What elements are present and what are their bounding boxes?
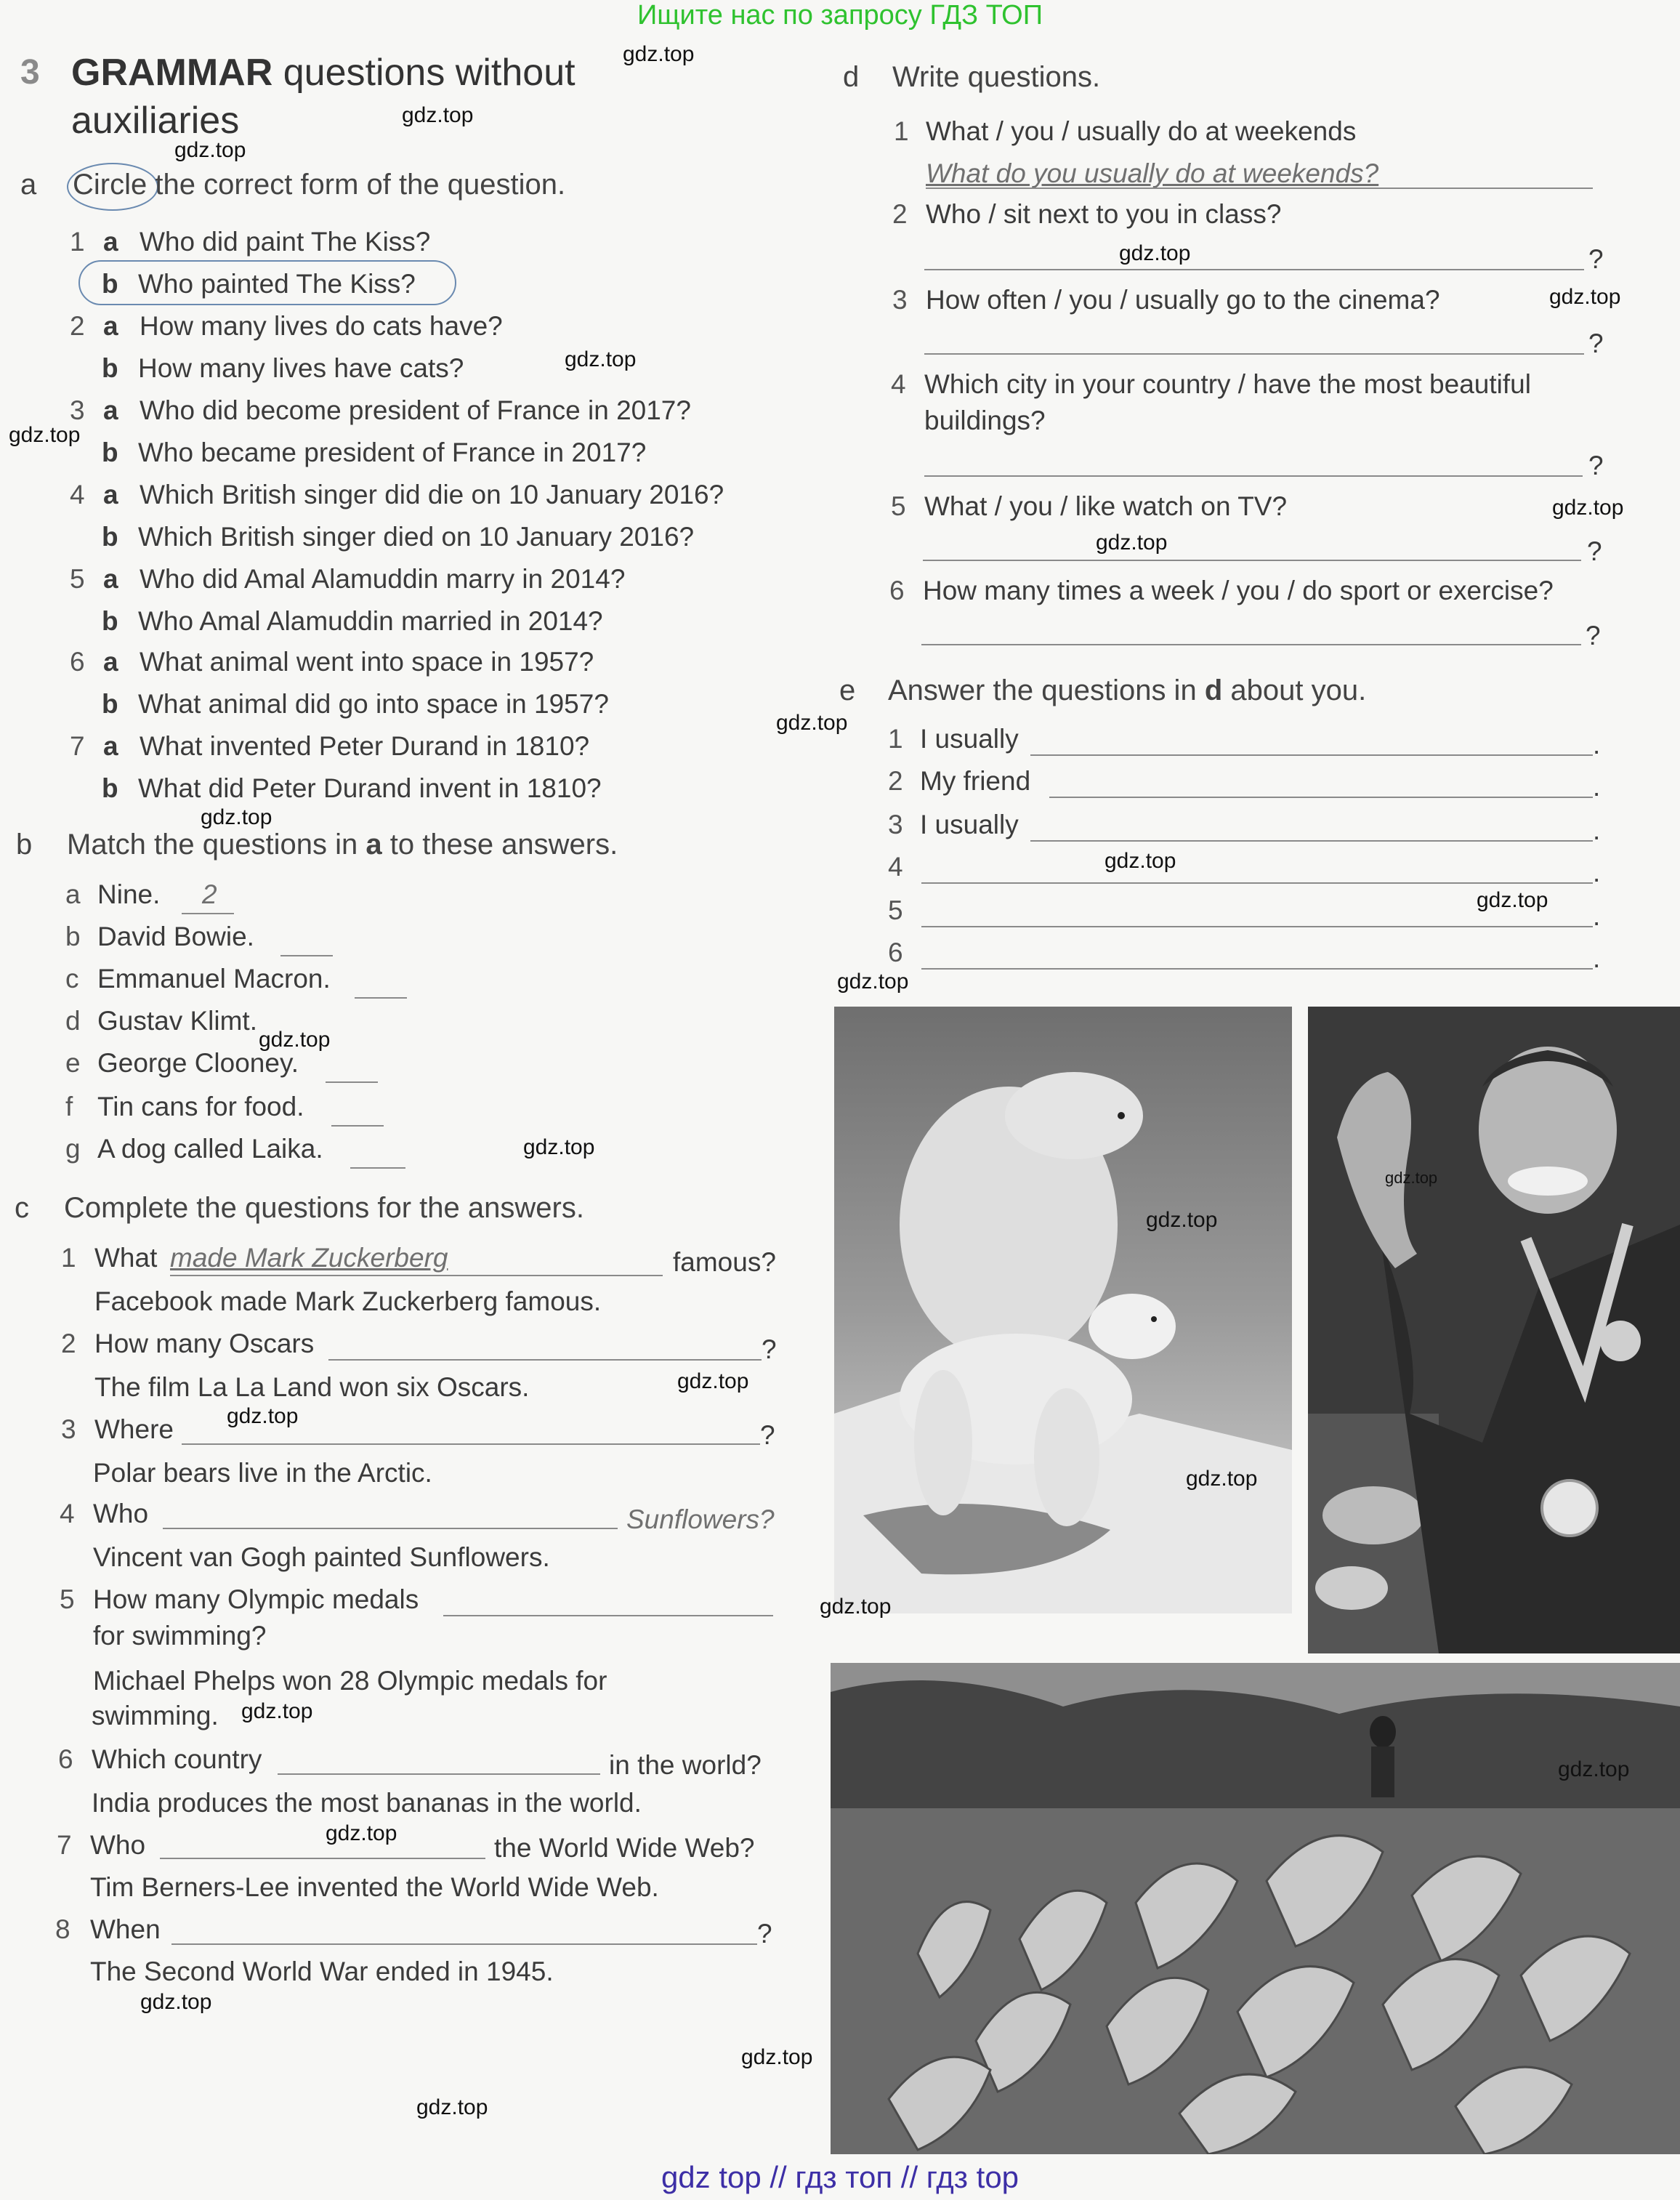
watermark: gdz.top	[1558, 1757, 1630, 1781]
section-b-instruction	[67, 829, 618, 861]
answer-sentence: India produces the most bananas in the world.	[92, 1788, 642, 1818]
exercise-title-bold: GRAMMAR	[71, 52, 273, 94]
question-number: 6	[889, 576, 905, 605]
answer-line[interactable]	[163, 1528, 618, 1529]
answer-sentence: Polar bears live in the Arctic.	[93, 1458, 432, 1488]
instruction-rest: the correct form of the question.	[155, 169, 566, 201]
answer-line[interactable]	[924, 475, 1583, 477]
question-end: in the world?	[609, 1750, 762, 1780]
watermark: gdz.top	[623, 42, 695, 66]
section-e-letter: e	[839, 674, 856, 706]
answer-line[interactable]	[924, 269, 1584, 270]
watermark: gdz.top	[227, 1404, 299, 1428]
question-start: How many Olympic medals	[93, 1584, 419, 1614]
watermark: gdz.top	[326, 1821, 397, 1845]
watermark: gdz.top	[741, 2045, 813, 2069]
question-mark: ?	[1587, 536, 1602, 566]
question-number: 5	[70, 564, 85, 594]
question-start: Where	[94, 1414, 174, 1444]
question-number: 2	[70, 311, 85, 341]
answer-line[interactable]	[921, 968, 1593, 970]
section-b-letter: b	[16, 829, 33, 861]
option-b[interactable]: Who became president of France in 2017?	[138, 438, 647, 467]
answer-line[interactable]	[1030, 840, 1593, 842]
question-number: 3	[892, 285, 908, 315]
question-mark: ?	[1588, 329, 1604, 358]
option-b[interactable]: How many lives have cats?	[138, 353, 464, 383]
answer-number: 6	[888, 938, 903, 967]
match-answer-line[interactable]	[350, 1167, 405, 1169]
question-number: 8	[55, 1914, 70, 1944]
question-number: 4	[70, 480, 85, 509]
answer-sentence: Vincent van Gogh painted Sunflowers.	[93, 1542, 550, 1572]
answer-dot: .	[1593, 730, 1601, 759]
answer-sentence: Facebook made Mark Zuckerberg famous.	[94, 1286, 602, 1316]
instr-e-bold: d	[1204, 674, 1223, 706]
question-number: 7	[70, 731, 85, 761]
question-number: 4	[891, 369, 906, 399]
section-d-instruction: Write questions.	[892, 61, 1101, 93]
match-letter: e	[65, 1048, 81, 1078]
answer-line[interactable]	[182, 1443, 760, 1445]
question-number: 4	[60, 1499, 75, 1528]
match-answer-text: Gustav Klimt.	[97, 1006, 257, 1036]
watermark: gdz.top	[776, 711, 848, 735]
circle-word: Circle	[73, 169, 148, 201]
option-a-label: a	[103, 564, 118, 594]
answer-line[interactable]	[926, 188, 1593, 189]
question-number: 3	[61, 1414, 76, 1444]
answer-number: 2	[888, 766, 903, 796]
match-answer-text: Emmanuel Macron.	[97, 964, 331, 994]
answer-number: 5	[888, 895, 903, 925]
match-answer-line[interactable]	[331, 1125, 384, 1127]
answer-line[interactable]	[1030, 754, 1593, 756]
watermark: gdz.top	[677, 1369, 749, 1393]
question-start: When	[90, 1914, 161, 1944]
option-b-label: b	[102, 269, 118, 299]
watermark: gdz.top	[523, 1135, 595, 1159]
question-number: 2	[892, 199, 908, 229]
match-answer-line[interactable]	[355, 997, 407, 999]
question-mark: ?	[1588, 451, 1604, 480]
question-end: ?	[757, 1919, 772, 1949]
instr-b-bold: a	[366, 829, 382, 861]
answer-line[interactable]	[171, 1943, 757, 1945]
watermark: gdz.top	[174, 138, 246, 162]
question-number: 7	[57, 1830, 72, 1860]
answer-sentence: Michael Phelps won 28 Olympic medals for	[93, 1666, 607, 1696]
question-number: 1	[70, 227, 85, 257]
instr-b-pre: Match the questions in	[67, 829, 358, 861]
write-prompt: What / you / usually do at weekends	[926, 116, 1357, 146]
answer-sentence: The film La La Land won six Oscars.	[94, 1372, 530, 1402]
question-end: ?	[762, 1334, 777, 1364]
question-cont: for swimming?	[93, 1621, 267, 1651]
match-answer-text: Tin cans for food.	[97, 1092, 304, 1121]
watermark: gdz.top	[1549, 285, 1621, 309]
watermark: gdz.top	[1552, 496, 1624, 520]
filled-answer[interactable]: made Mark Zuckerberg	[170, 1243, 448, 1273]
answer-sentence: The Second World War ended in 1945.	[90, 1957, 554, 1986]
swimmer-photo	[1308, 1007, 1680, 1653]
answer-dot: .	[1593, 772, 1601, 802]
match-filled-answer: 2	[202, 879, 217, 909]
option-a[interactable]: What animal went into space in 1957?	[140, 647, 594, 677]
question-end: Sunflowers?	[626, 1504, 775, 1534]
option-b[interactable]: Who Amal Alamuddin married in 2014?	[138, 606, 603, 636]
answer-line[interactable]	[1049, 797, 1593, 798]
instr-e-pre: Answer the questions in	[888, 674, 1197, 706]
watermark: gdz.top	[1477, 888, 1548, 912]
match-letter: a	[65, 879, 81, 909]
question-number: 5	[891, 491, 906, 521]
match-answer-text: Nine.	[97, 879, 161, 909]
match-letter: c	[65, 964, 79, 994]
watermark: gdz.top	[837, 970, 909, 994]
exercise-title	[71, 51, 576, 94]
section-c-letter: c	[15, 1192, 29, 1224]
option-b[interactable]: What did Peter Durand invent in 1810?	[138, 773, 602, 803]
answer-dot: .	[1593, 858, 1601, 887]
answer-start: I usually	[920, 810, 1019, 839]
question-mark: ?	[1588, 244, 1604, 274]
question-number: 1	[894, 116, 909, 146]
match-letter: b	[65, 922, 81, 951]
watermark: gdz.top	[241, 1699, 313, 1723]
watermark: gdz.top	[1186, 1467, 1258, 1491]
section-d-letter: d	[843, 61, 860, 93]
option-b-label: b	[102, 689, 118, 719]
option-a-label: a	[103, 227, 118, 257]
watermark: gdz.top	[1146, 1208, 1218, 1232]
option-b-label: b	[102, 522, 118, 552]
question-mark: ?	[1586, 621, 1601, 650]
watermark: gdz.top	[1119, 241, 1191, 265]
answer-start: My friend	[920, 766, 1031, 796]
write-prompt: How often / you / usually go to the cinema?	[926, 285, 1440, 315]
option-b[interactable]: Which British singer died on 10 January 2016?	[138, 522, 695, 552]
answer-sentence-cont: swimming.	[92, 1701, 219, 1730]
option-a[interactable]: Which British singer did die on 10 January 2016?	[140, 480, 724, 509]
question-number: 6	[70, 647, 85, 677]
bananas-photo	[831, 1663, 1680, 2154]
exercise-number: 3	[20, 53, 40, 92]
answer-number: 1	[888, 724, 903, 754]
match-letter: f	[65, 1092, 73, 1121]
section-a-instruction	[73, 169, 565, 201]
match-letter: d	[65, 1006, 81, 1036]
bottom-banner[interactable]: gdz top // гдз топ // гдз top	[661, 2160, 1019, 2194]
watermark: gdz.top	[820, 1595, 892, 1619]
section-a-letter: a	[20, 169, 37, 201]
question-number: 2	[61, 1329, 76, 1358]
section-c-instruction: Complete the questions for the answers.	[64, 1192, 584, 1224]
question-end: the World Wide Web?	[494, 1833, 755, 1863]
watermark: gdz.top	[402, 103, 474, 127]
polar-bears-photo	[834, 1007, 1292, 1613]
instr-b-post: to these answers.	[389, 829, 618, 861]
option-b-label: b	[102, 353, 118, 383]
match-letter: g	[65, 1134, 81, 1164]
watermark: gdz.top	[1096, 531, 1168, 555]
question-start: Who	[93, 1499, 149, 1528]
question-start: What	[94, 1243, 158, 1273]
match-answer-line[interactable]	[280, 955, 333, 956]
instr-e-post: about you.	[1230, 674, 1367, 706]
answer-number: 3	[888, 810, 903, 839]
option-a-label: a	[103, 311, 118, 341]
question-number: 1	[61, 1243, 76, 1273]
answer-dot: .	[1593, 815, 1601, 845]
write-prompt: Which city in your country / have the most beautiful	[924, 369, 1531, 399]
section-e-instruction	[888, 674, 1366, 707]
question-start: How many Oscars	[94, 1329, 315, 1358]
write-prompt: What / you / like watch on TV?	[924, 491, 1288, 521]
option-a-label: a	[103, 395, 118, 425]
option-b[interactable]: Who painted The Kiss?	[138, 269, 416, 299]
written-answer[interactable]: What do you usually do at weekends?	[926, 158, 1379, 188]
answer-line[interactable]	[443, 1615, 773, 1616]
answer-line[interactable]	[160, 1858, 485, 1859]
answer-line[interactable]	[328, 1359, 762, 1361]
question-number: 5	[60, 1584, 75, 1614]
question-start: Which country	[92, 1744, 262, 1774]
write-prompt-cont: buildings?	[924, 406, 1046, 435]
answer-line[interactable]	[924, 353, 1584, 355]
answer-number: 4	[888, 852, 903, 882]
watermark: gdz.top	[565, 347, 637, 371]
answer-dot: .	[1593, 943, 1601, 973]
question-number: 3	[70, 395, 85, 425]
write-prompt: How many times a week / you / do sport or exercise?	[923, 576, 1554, 605]
option-b-label: b	[102, 773, 118, 803]
watermark: gdz.top	[1104, 849, 1176, 873]
option-a[interactable]: How many lives do cats have?	[140, 311, 503, 341]
question-end: ?	[760, 1420, 775, 1450]
question-end: famous?	[673, 1247, 776, 1277]
match-answer-line[interactable]	[182, 913, 234, 914]
answer-line[interactable]	[921, 926, 1593, 927]
answer-dot: .	[1593, 901, 1601, 931]
option-b-label: b	[102, 438, 118, 467]
watermark: gdz.top	[259, 1028, 331, 1052]
answer-sentence: Tim Berners-Lee invented the World Wide Web.	[90, 1872, 659, 1902]
answer-start: I usually	[920, 724, 1019, 754]
option-a-label: a	[103, 731, 118, 761]
option-a-label: a	[103, 647, 118, 677]
watermark: gdz.top	[140, 1990, 212, 2014]
question-start: Who	[90, 1830, 146, 1860]
match-answer-text: David Bowie.	[97, 922, 254, 951]
option-b-label: b	[102, 606, 118, 636]
watermark: gdz.top	[416, 2095, 488, 2119]
match-answer-line[interactable]	[326, 1081, 378, 1083]
exercise-title-line2: auxiliaries	[71, 100, 240, 142]
match-answer-text: A dog called Laika.	[97, 1134, 323, 1164]
option-a[interactable]: What invented Peter Durand in 1810?	[140, 731, 590, 761]
question-number: 6	[58, 1744, 73, 1774]
option-b[interactable]: What animal did go into space in 1957?	[138, 689, 609, 719]
option-a-label: a	[103, 480, 118, 509]
answer-line[interactable]	[921, 644, 1581, 645]
top-banner: Ищите нас по запросу ГДЗ ТОП	[637, 0, 1043, 31]
exercise-title-rest: questions without	[283, 52, 576, 94]
option-a[interactable]: Who did paint The Kiss?	[140, 227, 431, 257]
answer-line[interactable]	[923, 560, 1581, 561]
answer-line[interactable]	[170, 1275, 663, 1276]
match-answer-text: George Clooney.	[97, 1048, 299, 1078]
watermark: gdz.top	[1385, 1169, 1438, 1187]
watermark: gdz.top	[9, 423, 81, 447]
watermark: gdz.top	[201, 805, 272, 829]
answer-line[interactable]	[278, 1773, 600, 1775]
answer-line[interactable]	[921, 882, 1593, 884]
option-a[interactable]: Who did Amal Alamuddin marry in 2014?	[140, 564, 626, 594]
write-prompt: Who / sit next to you in class?	[926, 199, 1282, 229]
option-a[interactable]: Who did become president of France in 2017?	[140, 395, 691, 425]
